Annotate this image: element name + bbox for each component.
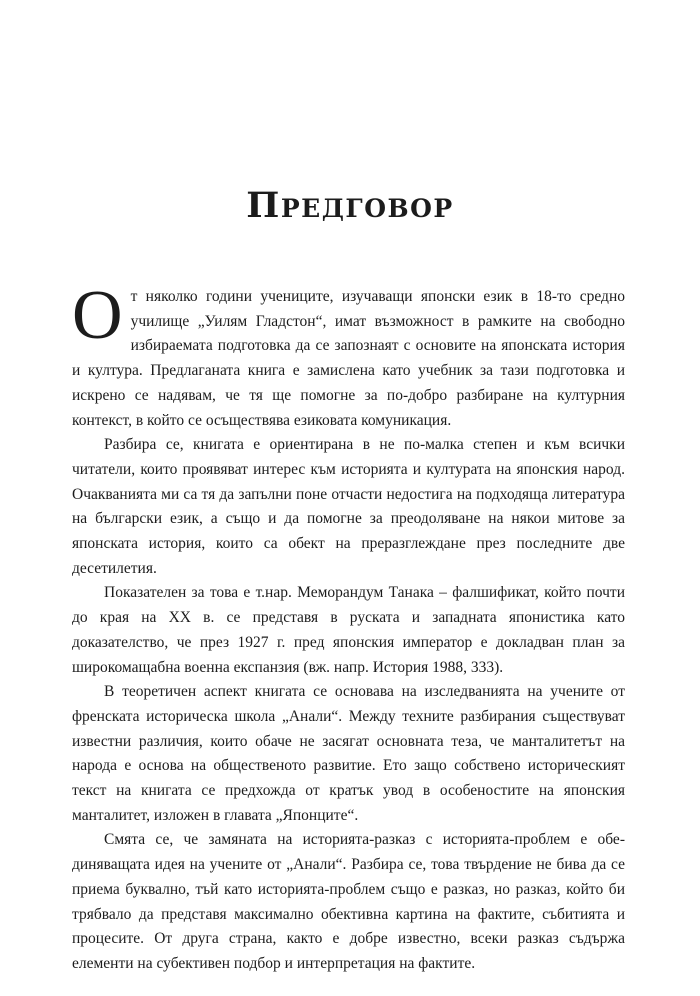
paragraph-3: Показателен за това е т.нар. Меморандум Танака – фалшификат, който почти до края на XX в. се представя в руската и западната японистика като доказателство, че през 1927 г. пред японския император е докладван план за широкомащабна военна експанзия (вж. напр. История 1988, 333).: [72, 584, 625, 676]
paragraph-4: В теоретичен аспект книгата се основава на изследванията на учените от френската историческа школа „Анали“. Между техните разбирания съществуват известни различия, които обаче не засягат основната теза, че манталитетът на народа е основа на общественото развитие. Ето защо собствено историческият текст на книгата се предхожда от кратък увод в особеностите на японския манталитет, изложен в главата „Японците“.: [72, 683, 625, 824]
paragraph-2: Разбира се, книгата е ориентирана в не по-малка степен и към всички читатели, които проявяват интерес към историята и културата на японския народ. Очакванията ми са тя да запълни поне отчасти недостига на подходяща литература на български език, а също и да помогне за преодоляване на някои митове за японската история, които са обект на преразглеждане през последните две десетилетия.: [72, 436, 625, 577]
drop-cap: О: [72, 277, 123, 354]
paragraph-1-text: т няколко години учениците, изучаващи японски език в 18-то средно училище „Уилям Гладстон“, имат възможност в рамките на свободно избираемата подготовка да се запознаят с основите на японската история и култура. Предлаганата книга е замислена като учебник за тази подготовка и искрено се надявам, че тя ще помогне за по-добро разбиране на културния контекст, в който се осъществява езиковата комуникация.: [72, 288, 625, 429]
paragraph-1: [72, 277, 625, 433]
page-title: Предговор: [246, 185, 454, 226]
paragraph-5: Смята се, че замяната на историята-разказ с историята-проблем е обединяващата идея на учените от „Анали“. Разбира се, това твърдение не бива да се приема буквално, тъй като историята-проблем също е разказ, но разказ, който би трябвало да представя максимално обективна картина на фактите, събитията и процесите. От друга страна, както е добре известно, всеки разказ съдържа елементи на субективен подбор и интерпретация на фактите.: [72, 831, 625, 972]
body-text: [72, 277, 625, 977]
